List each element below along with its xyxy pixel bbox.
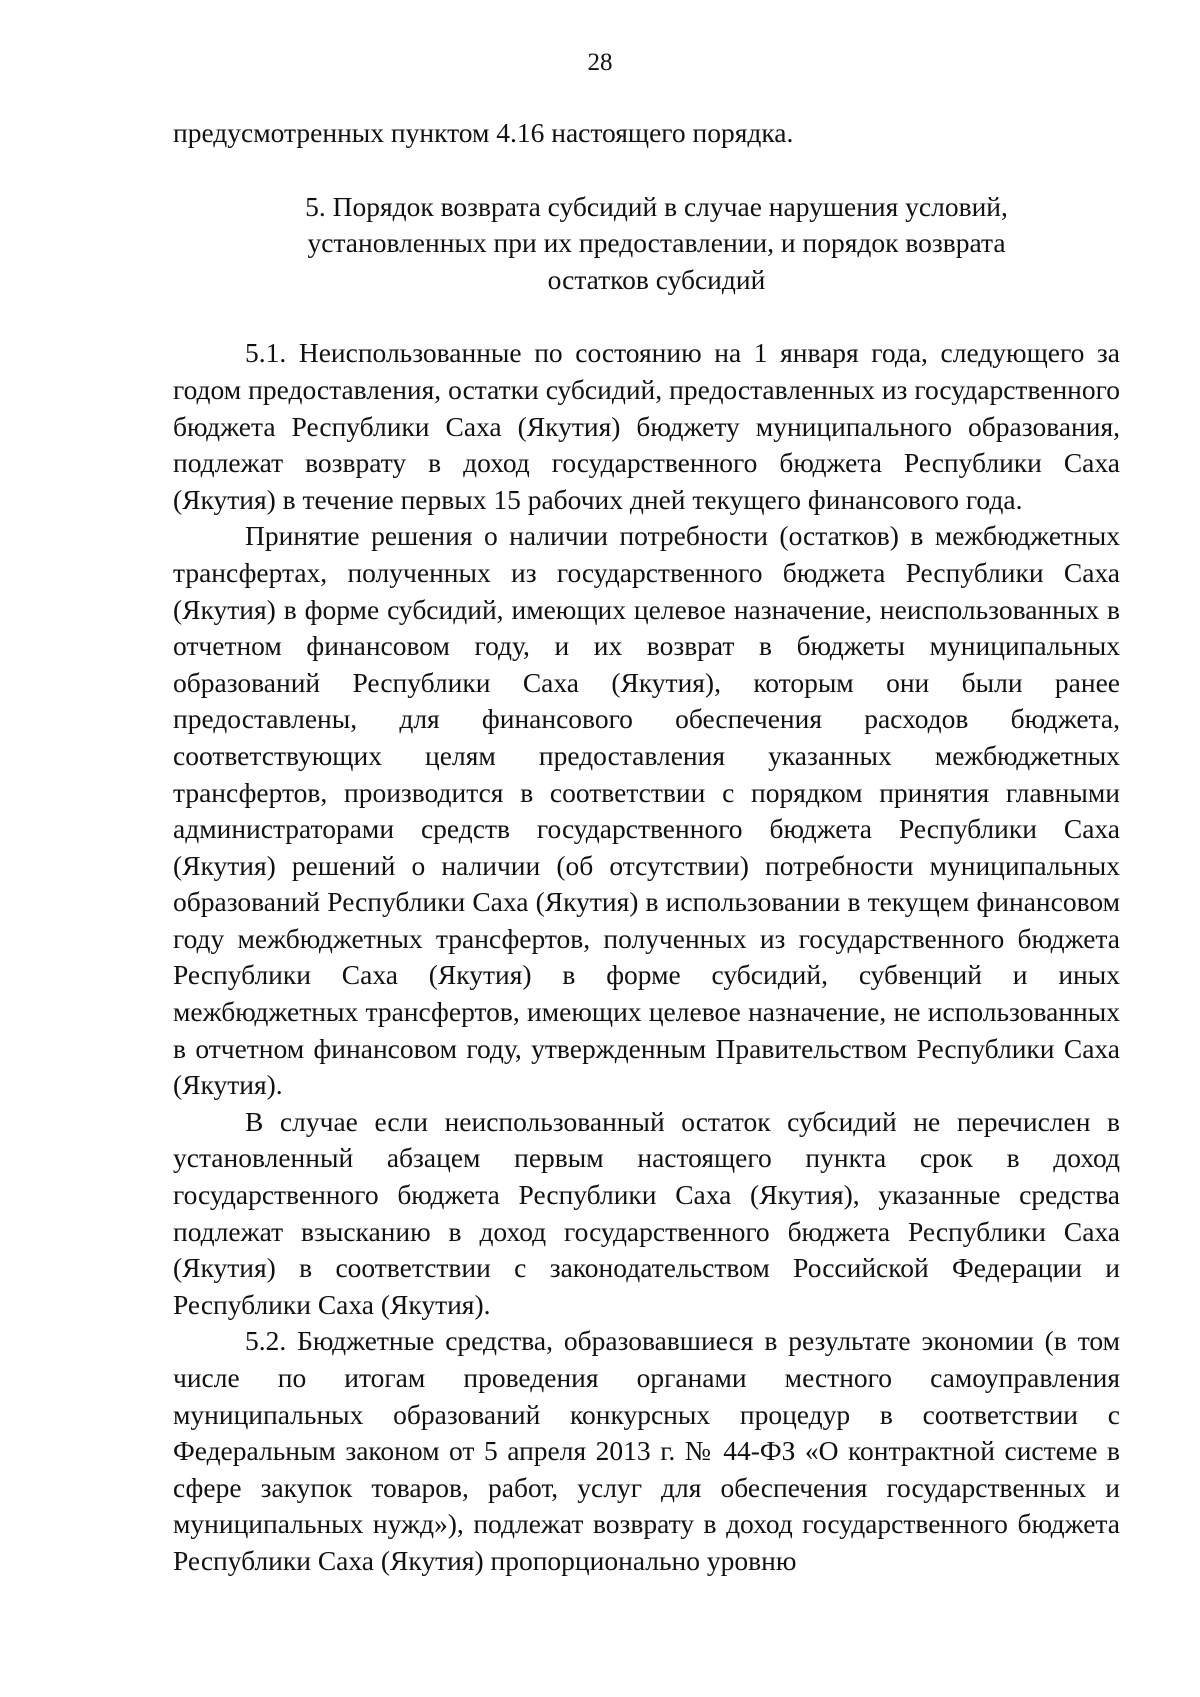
paragraph-5-1: 5.1. Неиспользованные по состоянию на 1 января года, следующего за годом предоставления, остатки субсидий, предоставленных из государственного бюджета Республики Саха (Якутия) бюджету муниципального образования, подлежат возврату в доход государственного бюджета Республики Саха (Якутия) в течение первых 15 рабочих дней текущего финансового года. bbox=[173, 337, 1120, 515]
section-heading-line: остатков субсидий bbox=[547, 263, 766, 295]
section-heading-line: 5. Порядок возврата субсидий в случае нарушения условий, bbox=[305, 190, 1008, 222]
document-body bbox=[173, 115, 1120, 1580]
section-heading-line: установленных при их предоставлении, и порядок возврата bbox=[307, 227, 1006, 259]
paragraph-decision: Принятие решения о наличии потребности (остатков) в межбюджетных трансфертах, полученных из государственного бюджета Республики Саха (Якутия) в форме субсидий, имеющих целевое назначение, неиспользованных в отчетном финансовом году, и их возврат в бюджеты муниципальных образований Республики Саха (Якутия), которым они были ранее предоставлены, для финансового обеспечения расходов бюджета, соответствующих целям предоставления указанных межбюджетных трансфертов, производится в соответствии с порядком принятия главными администраторами средств государственного бюджета Республики Саха (Якутия) решений о наличии (об отсутствии) потребности муниципальных образований Республики Саха (Якутия) в использовании в текущем финансовом году межбюджетных трансфертов, полученных из государственного бюджета Республики Саха (Якутия) в форме субсидий, субвенций и иных межбюджетных трансфертов, имеющих целевое назначение, не использованных в отчетном финансовом году, утвержденным Правительством Республики Саха (Якутия). bbox=[173, 520, 1120, 1101]
paragraph-5-2: 5.2. Бюджетные средства, образовавшиеся в результате экономии (в том числе по итогам проведения органами местного самоуправления муниципальных образований конкурсных процедур в соответствии с Федеральным законом от 5 апреля 2013 г. № 44-ФЗ «О контрактной системе в сфере закупок товаров, работ, услуг для обеспечения государственных и муниципальных нужд»), подлежат возврату в доход государственного бюджета Республики Саха (Якутия) пропорционально уровню bbox=[173, 1325, 1120, 1576]
page-number: 28 bbox=[587, 49, 613, 76]
paragraph-recovery: В случае если неиспользованный остаток субсидий не перечислен в установленный абзацем первым настоящего пункта срок в доход государственного бюджета Республики Саха (Якутия), указанные средства подлежат взысканию в доход государственного бюджета Республики Саха (Якутия) в соответствии с законодательством Российской Федерации и Республики Саха (Якутия). bbox=[173, 1105, 1120, 1320]
continuation-text: предусмотренных пунктом 4.16 настоящего порядка. bbox=[173, 117, 794, 148]
section-heading bbox=[173, 189, 1120, 299]
